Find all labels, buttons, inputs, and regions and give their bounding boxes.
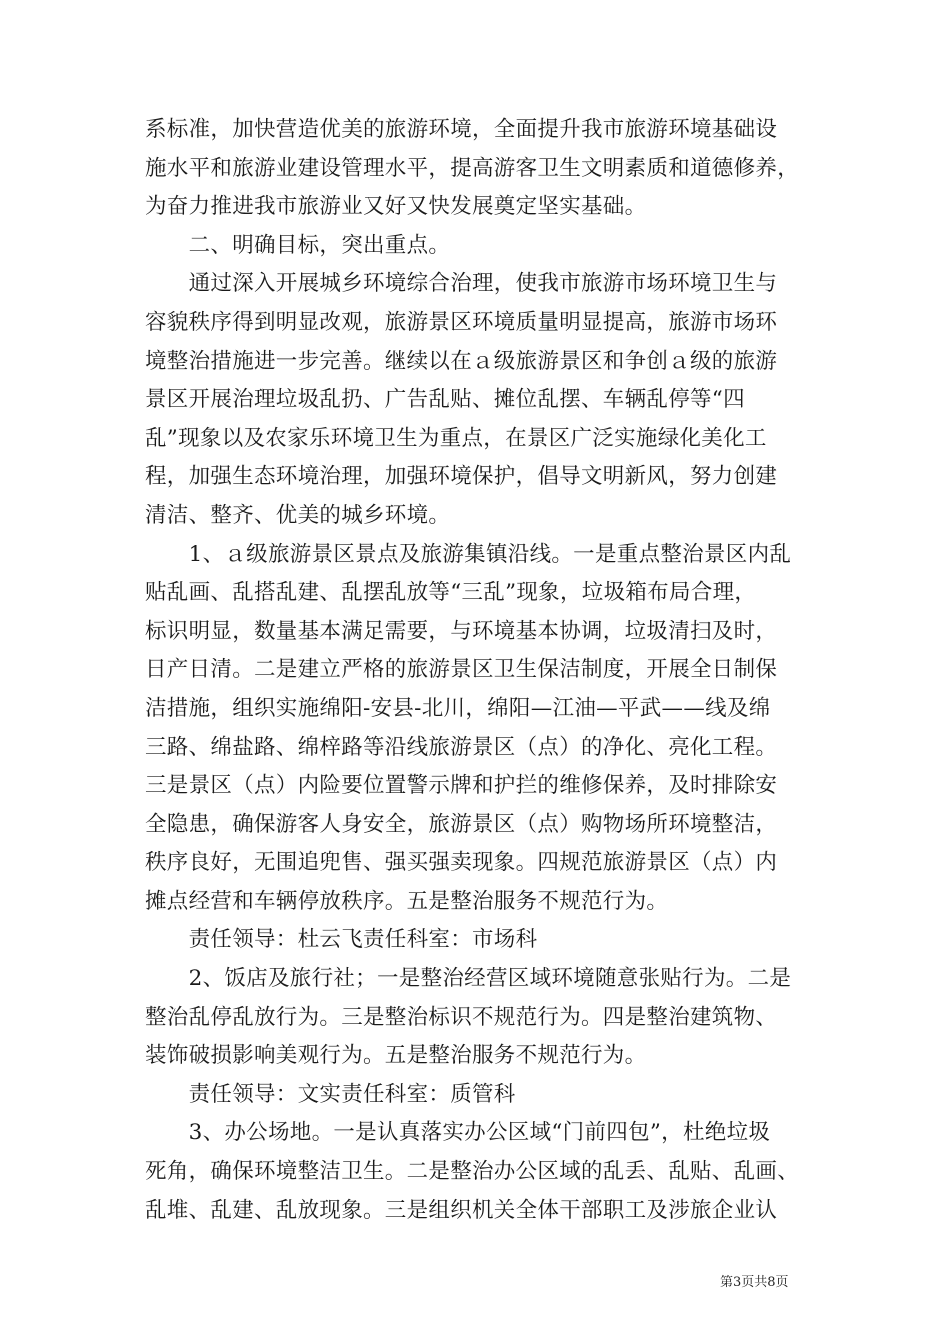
responsibility-line: 责任领导：文实责任科室：质管科 xyxy=(145,1081,516,1107)
text-line: 通过深入开展城乡环境综合治理，使我市旅游市场环境卫生与 xyxy=(145,271,778,297)
text-line: 三是景区（点）内险要位置警示牌和护拦的维修保养，及时排除安 xyxy=(145,773,778,799)
text-line: 2、饭店及旅行社；一是整治经营区域环境随意张贴行为。二是 xyxy=(145,966,792,992)
text-line: 乱堆、乱建、乱放现象。三是组织机关全体干部职工及涉旅企业认 xyxy=(145,1197,778,1223)
text-line: 死角，确保环境整洁卫生。二是整治办公区域的乱丢、乱贴、乱画、 xyxy=(145,1159,800,1185)
text-line: 景区开展治理垃圾乱扔、广告乱贴、摊位乱摆、车辆乱停等“四 xyxy=(145,387,745,413)
section-heading: 二、明确目标，突出重点。 xyxy=(145,232,451,258)
text-line: 境整治措施进一步完善。继续以在ａ级旅游景区和争创ａ级的旅游 xyxy=(145,348,778,374)
text-line: 摊点经营和车辆停放秩序。五是整治服务不规范行为。 xyxy=(145,888,669,914)
text-line: 标识明显，数量基本满足需要，与环境基本协调，垃圾清扫及时， xyxy=(145,618,778,644)
text-line: 清洁、整齐、优美的城乡环境。 xyxy=(145,502,451,528)
text-line: 秩序良好，无围追兜售、强买强卖现象。四规范旅游景区（点）内 xyxy=(145,850,778,876)
page-number: 第3页共8页 xyxy=(720,1275,789,1290)
document-body xyxy=(145,111,815,1230)
body-text xyxy=(145,111,815,1230)
text-line: 三路、绵盐路、绵梓路等沿线旅游景区（点）的净化、亮化工程。 xyxy=(145,734,778,760)
responsibility-line: 责任领导：杜云飞责任科室：市场科 xyxy=(145,927,538,953)
text-line: 容貌秩序得到明显改观，旅游景区环境质量明显提高，旅游市场环 xyxy=(145,309,778,335)
text-line: 3、办公场地。一是认真落实办公区域“门前四包”，杜绝垃圾 xyxy=(145,1120,771,1146)
text-line: 1、ａ级旅游景区景点及旅游集镇沿线。一是重点整治景区内乱 xyxy=(145,541,792,567)
text-line: 整治乱停乱放行为。三是整治标识不规范行为。四是整治建筑物、 xyxy=(145,1004,778,1030)
text-line: 为奋力推进我市旅游业又好又快发展奠定坚实基础。 xyxy=(145,194,647,220)
text-line: 日产日清。二是建立严格的旅游景区卫生保洁制度，开展全日制保 xyxy=(145,657,778,683)
text-line: 施水平和旅游业建设管理水平，提高游客卫生文明素质和道德修养， xyxy=(145,155,800,181)
text-line: 洁措施，组织实施绵阳-安县-北川，绵阳—江油—平武——线及绵 xyxy=(145,695,771,721)
text-line: 贴乱画、乱搭乱建、乱摆乱放等“三乱”现象，垃圾箱布局合理， xyxy=(145,580,757,606)
text-line: 系标准，加快营造优美的旅游环境，全面提升我市旅游环境基础设 xyxy=(145,117,778,142)
text-line: 全隐患，确保游客人身安全，旅游景区（点）购物场所环境整洁， xyxy=(145,811,778,837)
text-line: 程，加强生态环境治理，加强环境保护，倡导文明新风，努力创建 xyxy=(145,464,778,490)
text-line: 装饰破损影响美观行为。五是整治服务不规范行为。 xyxy=(145,1043,647,1069)
text-line: 乱”现象以及农家乐环境卫生为重点，在景区广泛实施绿化美化工 xyxy=(145,425,767,451)
